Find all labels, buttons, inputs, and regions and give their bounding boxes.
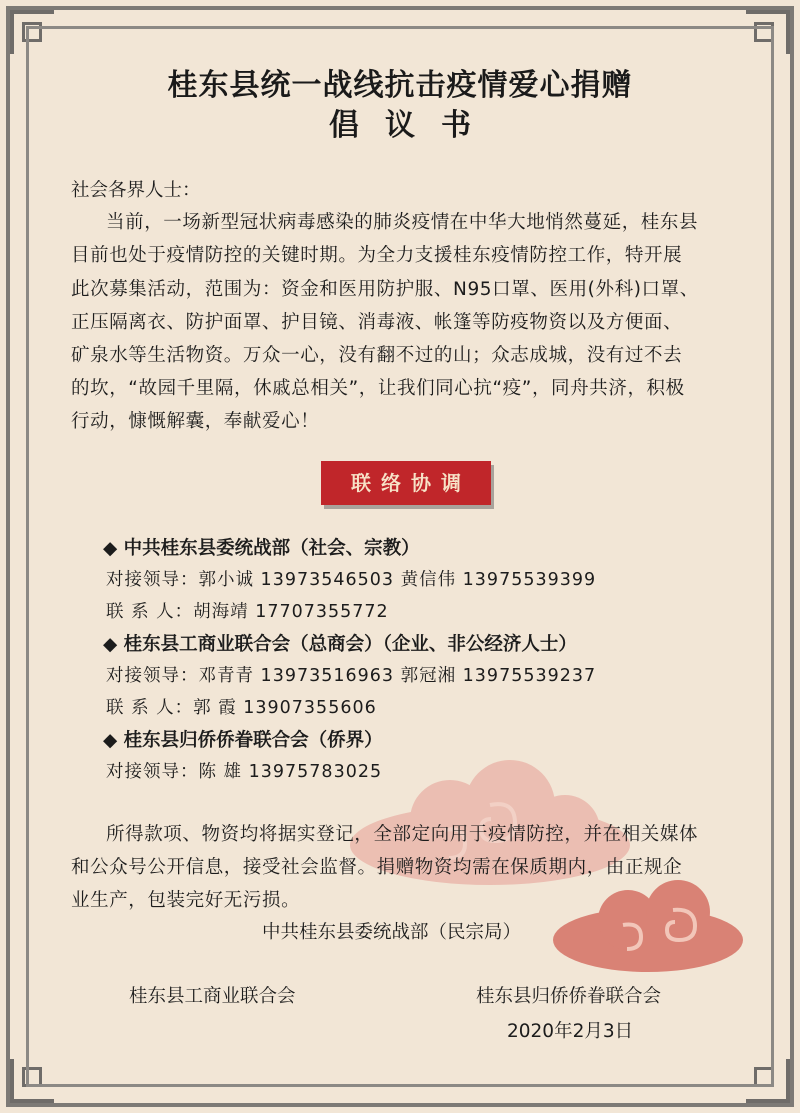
org-heading: ◆ 中共桂东县委统战部（社会、宗教） [103,538,420,559]
body-line: 正压隔离衣、防护面罩、护目镜、消毒液、帐篷等防疫物资以及方便面、 [71,312,683,333]
org-heading: ◆ 桂东县归侨侨眷联合会（侨界） [103,730,383,751]
page-subtitle: 倡议书 [329,108,497,143]
contact-line: 对接领导：邓青青 13973516963 郭冠湘 13975539237 [106,666,597,686]
closing-line: 所得款项、物资均将据实登记，全部定向用于疫情防控，并在相关媒体 [106,824,699,845]
body-line: 当前，一场新型冠状病毒感染的肺炎疫情在中华大地悄然蔓延，桂东县 [106,212,699,233]
contact-line: 对接领导：陈 雄 13975783025 [106,762,383,782]
body-line: 矿泉水等生活物资。万众一心，没有翻不过的山；众志成城，没有过不去 [71,345,683,366]
org-heading: ◆ 桂东县工商业联合会（总商会）（企业、非公经济人士） [103,634,577,655]
closing-line: 业生产，包装完好无污损。 [71,890,301,911]
page-title: 桂东县统一战线抗击疫情爱心捐赠 [167,68,633,103]
body-line: 此次募集活动，范围为：资金和医用防护服、N95口罩、医用(外科)口罩、 [71,279,699,300]
body-line: 目前也处于疫情防控的关键时期。为全力支援桂东疫情防控工作，特开展 [71,245,683,266]
cloud-decoration [548,870,748,980]
signature-org: 桂东县归侨侨眷联合会 [476,986,662,1007]
salutation: 社会各界人士： [71,180,201,201]
body-line: 行动，慷慨解囊，奉献爱心！ [71,411,320,432]
banner-label: 联络协调 [351,471,471,495]
contact-banner [321,461,491,505]
contact-line: 联 系 人：胡海靖 17707355772 [106,602,389,622]
contact-line: 对接领导：郭小诚 13973546503 黄信伟 13975539399 [106,570,597,590]
signature-org: 桂东县工商业联合会 [129,986,296,1007]
body-line: 的坎，“故园千里隔，休戚总相关”，让我们同心抗“疫”，同舟共济，积极 [71,378,685,399]
closing-line: 和公众号公开信息，接受社会监督。捐赠物资均需在保质期内，由正规企 [71,857,683,878]
signature-date: 2020年2月3日 [507,1021,634,1042]
signature-org: 中共桂东县委统战部（民宗局） [262,922,522,943]
contact-line: 联 系 人：郭 霞 13907355606 [106,698,377,718]
